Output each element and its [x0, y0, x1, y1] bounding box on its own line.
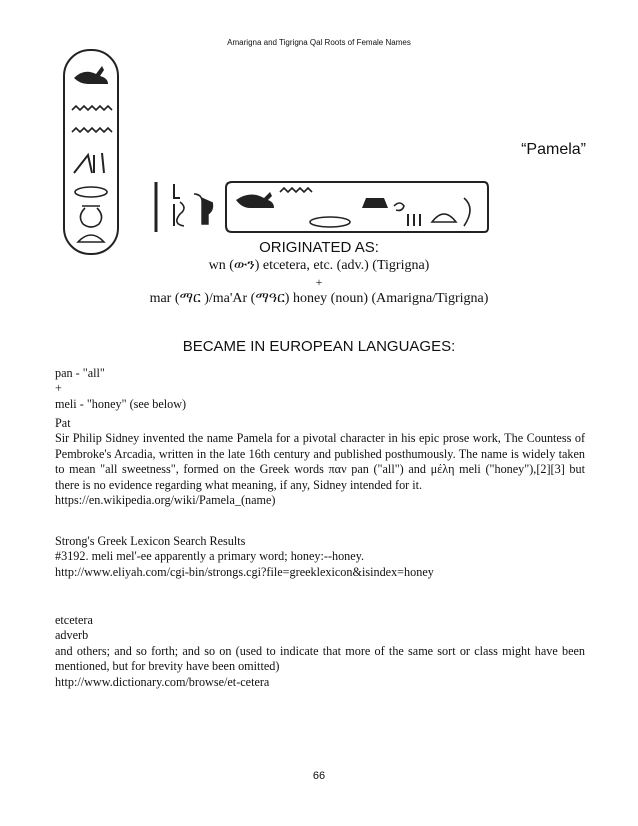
wikipedia-link[interactable]: https://en.wikipedia.org/wiki/Pamela_(name)	[55, 493, 276, 508]
origin-plus: +	[315, 275, 323, 289]
originated-heading: ORIGINATED AS:	[259, 239, 379, 256]
root-meli: meli - "honey" (see below)	[55, 396, 187, 411]
page-number: 66	[312, 770, 326, 782]
body-sidney-section	[55, 416, 585, 508]
pat-label: Pat	[55, 416, 71, 430]
sidney-paragraph: Sir Philip Sidney invented the name Pamela for a pivotal character in his epic prose work, The Countess of Pembroke's Arcadia, written in the late 16th century and published posthumously. The name is widely taken to mean "all sweetness", formed on the Greek words παν pan ("all") and μέλη meli ("honey"),[2][3] but there is no evidence regarding what meaning, if any, Sidney intended for it.	[55, 431, 585, 492]
horizontal-cartouche-illustration	[150, 178, 490, 236]
origin-line-1: wn (ውን) etcetera, etc. (adv.) (Tigrigna)	[208, 258, 430, 273]
body-strongs-section	[55, 534, 585, 580]
strongs-entry: #3192. meli mel'-ee apparently a primary word; honey:--honey.	[55, 549, 365, 564]
etcetera-word: etcetera	[55, 613, 93, 627]
root-plus: +	[55, 381, 62, 396]
body-roots	[55, 366, 585, 412]
strongs-link[interactable]: http://www.eliyah.com/cgi-bin/strongs.cgi?file=greeklexicon&isindex=honey	[55, 564, 434, 579]
dictionary-link[interactable]: http://www.dictionary.com/browse/et-cetera	[55, 674, 270, 689]
origin-line-2: mar (ማር )/ma'Ar (ማዓር) honey (noun) (Amarigna/Tigrigna)	[149, 291, 489, 306]
body-etcetera-section	[55, 613, 585, 690]
running-header: Amarigna and Tigrigna Qal Roots of Female Names	[227, 38, 411, 47]
etcetera-pos: adverb	[55, 628, 89, 643]
root-pan: pan - "all"	[55, 366, 105, 380]
vertical-cartouche-illustration	[62, 48, 120, 256]
figure-name: “Pamela”	[521, 141, 586, 158]
etcetera-definition: and others; and so forth; and so on (used to indicate that more of the same sort or class might have been mentioned, but for brevity have been omitted)	[55, 643, 585, 674]
strongs-title: Strong's Greek Lexicon Search Results	[55, 534, 246, 548]
became-heading: BECAME IN EUROPEAN LANGUAGES:	[182, 338, 456, 355]
